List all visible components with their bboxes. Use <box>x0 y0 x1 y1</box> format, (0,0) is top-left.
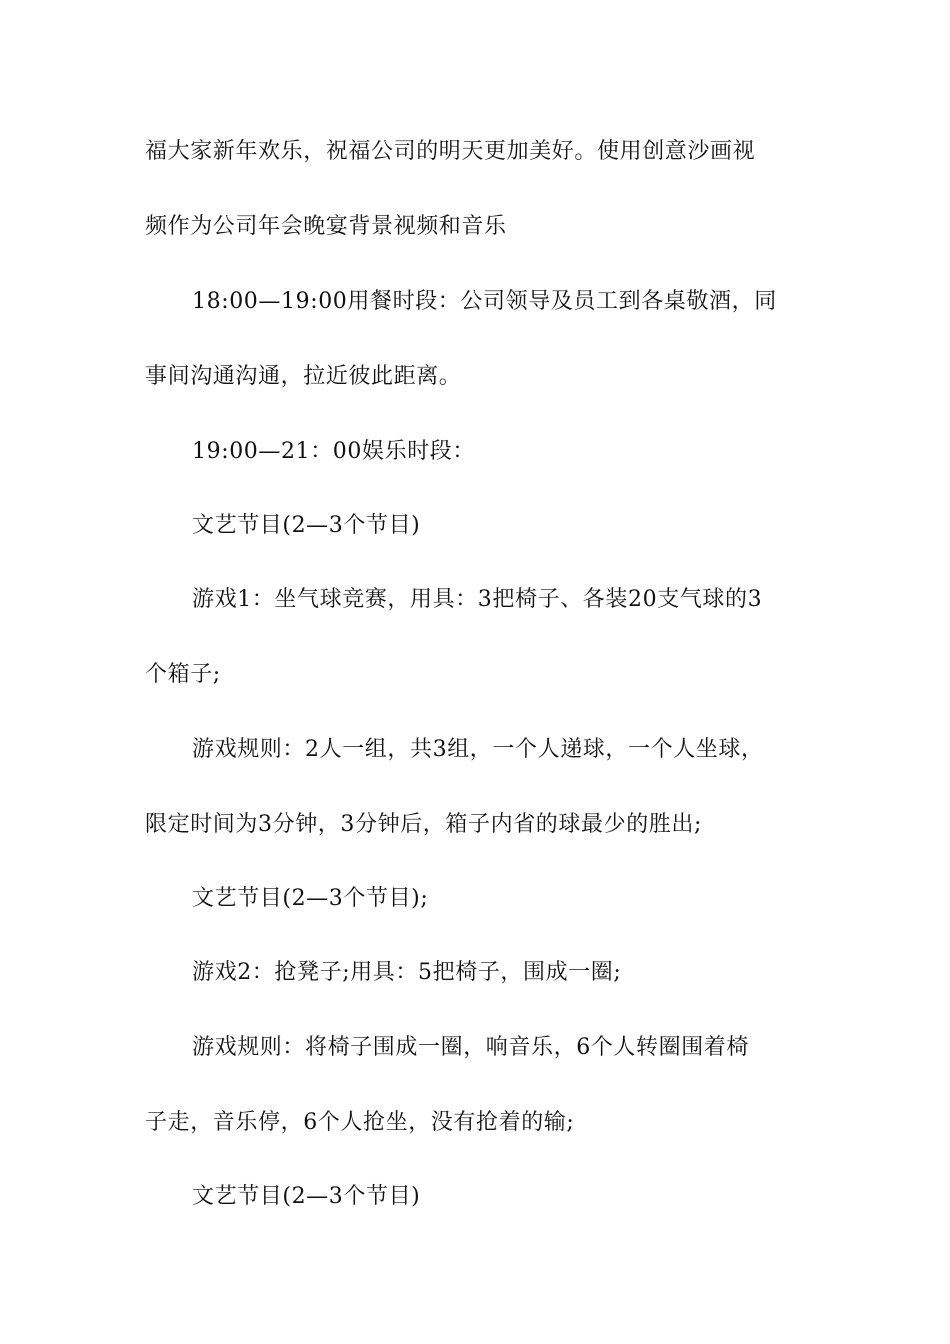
paragraph-line: 游戏1：坐气球竞赛，用具：3把椅子、各装20支气球的3 <box>192 587 763 612</box>
paragraph-line: 文艺节目(2—3个节目); <box>192 886 429 911</box>
paragraph-line: 文艺节目(2—3个节目) <box>192 513 421 538</box>
paragraph-line: 限定时间为3分钟，3分钟后，箱子内省的球最少的胜出; <box>145 812 703 837</box>
paragraph-line: 福大家新年欢乐，祝福公司的明天更加美好。使用创意沙画视 <box>145 139 756 164</box>
paragraph-line: 子走，音乐停，6个人抢坐，没有抢着的输; <box>145 1110 575 1135</box>
paragraph-line: 19:00—21：00娱乐时段： <box>192 439 475 464</box>
paragraph-line: 频作为公司年会晚宴背景视频和音乐 <box>145 214 507 239</box>
paragraph-line: 事间沟通沟通，拉近彼此距离。 <box>145 364 462 389</box>
paragraph-line: 文艺节目(2—3个节目) <box>192 1184 421 1209</box>
paragraph-line: 个箱子; <box>145 662 221 687</box>
paragraph-line: 18:00—19:00用餐时段：公司领导及员工到各桌敬酒，同 <box>192 289 777 314</box>
paragraph-line: 游戏规则：将椅子围成一圈，响音乐，6个人转圈围着椅 <box>192 1035 749 1060</box>
paragraph-line: 游戏规则：2人一组，共3组，一个人递球，一个人坐球， <box>192 737 764 762</box>
paragraph-line: 游戏2：抢凳子;用具：5把椅子，围成一圈; <box>192 960 622 985</box>
